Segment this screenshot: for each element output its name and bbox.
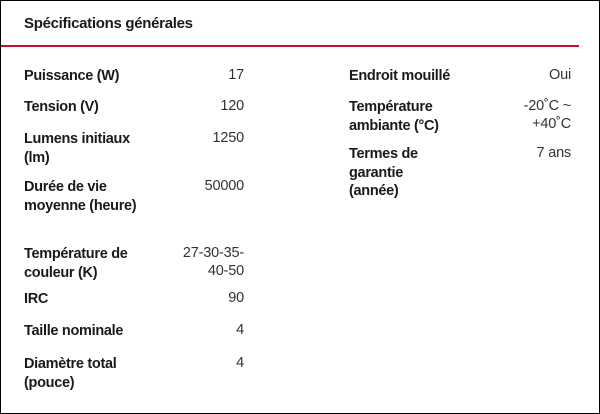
spec-value-ambient-temp: -20˚C ~ +40˚C (523, 98, 571, 132)
spec-row-lifetime (24, 178, 244, 245)
spec-label-ambient-temp: Température ambiante (°C) (349, 99, 439, 134)
specs-header (1, 1, 579, 47)
spec-row-nominal-size (24, 322, 244, 355)
spec-label-warranty: Termes de garantie (année) (349, 146, 418, 199)
spec-value-cri: 90 (228, 290, 244, 306)
spec-value-color-temp: 27-30-35-40-50 (182, 245, 244, 279)
spec-row-diameter (24, 355, 244, 395)
spec-row-ambient-temp (349, 98, 571, 145)
spec-label-diameter: Diamètre total (pouce) (24, 356, 117, 391)
spec-label-wet-location: Endroit mouillé (349, 68, 451, 84)
section-title: Spécifications générales (24, 15, 193, 32)
spec-value-lumens: 1250 (212, 130, 244, 146)
spec-value-nominal-size: 4 (236, 322, 244, 338)
spec-row-lumens (24, 130, 244, 178)
spec-row-cri (24, 290, 244, 322)
spec-label-lifetime: Durée de vie moyenne (heure) (24, 179, 137, 214)
spec-row-wet-location (349, 67, 571, 98)
spec-value-voltage: 120 (220, 98, 244, 114)
spec-row-power (24, 67, 244, 98)
spec-row-color-temp (24, 245, 244, 290)
spec-label-color-temp: Température de couleur (K) (24, 246, 128, 281)
spec-label-lumens: Lumens initiaux (lm) (24, 131, 130, 166)
spec-row-voltage (24, 98, 244, 130)
spec-value-lifetime: 50000 (204, 178, 244, 194)
spec-value-power: 17 (228, 67, 244, 83)
spec-label-nominal-size: Taille nominale (24, 323, 124, 339)
spec-value-warranty: 7 ans (536, 145, 571, 161)
specs-right-column (349, 67, 571, 205)
specs-left-column (24, 67, 244, 395)
spec-label-voltage: Tension (V) (24, 99, 99, 115)
spec-value-diameter: 4 (236, 355, 244, 371)
spec-value-wet-location: Oui (549, 67, 571, 83)
spec-label-power: Puissance (W) (24, 68, 120, 84)
spec-label-cri: IRC (24, 291, 49, 307)
spec-row-warranty (349, 145, 571, 205)
